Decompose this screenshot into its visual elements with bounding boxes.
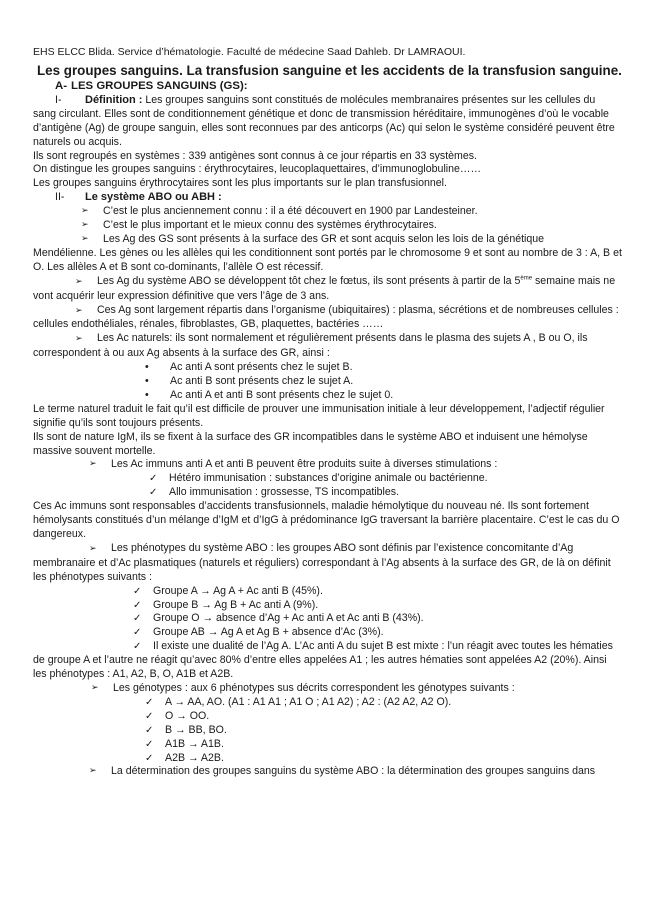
bullet-item bbox=[145, 361, 622, 375]
phenotypes-text: Les phénotypes du système ABO : les groupes ABO sont définis par l’existence concomitante d’Ag membranaire et d’Ac plasmatiques (naturels et réguliers) correspondant à l’Ag absents à la surface des GR, de là on définit les phénotypes suivants : bbox=[33, 541, 611, 583]
arrow-item-text: Les Ag des GS sont présents à la surface des GR et sont acquis selon les lois de la génétique bbox=[103, 232, 545, 245]
section-a-label: LES GROUPES SANGUINS (GS): bbox=[71, 79, 248, 92]
genotype-check-item bbox=[145, 724, 622, 738]
check-item bbox=[149, 472, 622, 486]
arrow-item-development bbox=[33, 275, 622, 304]
checkmark-icon: ✓ bbox=[133, 599, 142, 611]
arrow-item-text: C’est le plus important et le mieux connu des systèmes érythrocytaires. bbox=[103, 219, 437, 232]
arrow-item-history bbox=[81, 205, 622, 219]
check-text: Hétéro immunisation : substances d’origine animale ou bactérienne. bbox=[169, 472, 488, 485]
section-a-letter: A- bbox=[55, 79, 68, 92]
duality-text: Il existe une dualité de l’Ag A. L’Ac anti A du sujet B est mixte : l’un réagit avec toutes les hématies de groupe A et l’autre ne réagit qu’avec 80% d’entre elles appelées A1 ; les autres hématies sont appelées A2 (20%). Ainsi les phénotypes : A1, A2, B, O, A1B et A2B. bbox=[33, 640, 613, 681]
check-item bbox=[149, 486, 622, 500]
section-2-number: II- bbox=[55, 191, 65, 204]
arrow-bullet-icon: ➢ bbox=[81, 220, 89, 231]
document-header: EHS ELCC Blida. Service d’hématologie. Faculté de médecine Saad Dahleb. Dr LAMRAOUI. bbox=[33, 46, 466, 58]
importance-paragraph: Les groupes sanguins érythrocytaires sont les plus importants sur le plan transfusionnel. bbox=[33, 177, 447, 190]
development-text-start: Les Ag du système ABO se développent tôt chez le fœtus, ils sont présents à partir de la 5 bbox=[97, 274, 521, 287]
checkmark-icon: ✓ bbox=[133, 627, 142, 639]
arrow-bullet-icon: ➢ bbox=[81, 206, 89, 217]
arrow-item-text: Les Ac immuns anti A et anti B peuvent être produits suite à diverses stimulations : bbox=[111, 458, 498, 471]
distinction-paragraph: On distingue les groupes sanguins : érythrocytaires, leucoplaquettaires, d’immunoglobuline…… bbox=[33, 163, 482, 176]
systems-paragraph: Ils sont regroupés en systèmes : 339 antigènes sont connus à ce jour répartis en 33 systèmes. bbox=[33, 149, 478, 162]
bullet-dot-icon: • bbox=[145, 388, 149, 401]
checkmark-icon: ✓ bbox=[145, 752, 154, 764]
arrow-item-genetics bbox=[81, 233, 622, 247]
phenotype-text: Groupe A → Ag A + Ac anti B (45%). bbox=[153, 584, 323, 597]
igm-paragraph: Ils sont de nature IgM, ils se fixent à la surface des GR incompatibles dans le système ABO et induisent une hémolyse massive souvent mortelle. bbox=[33, 430, 588, 457]
genotype-check-item bbox=[145, 752, 622, 766]
phenotype-check-item bbox=[133, 612, 622, 626]
section-a-heading bbox=[55, 79, 622, 94]
bullet-item bbox=[145, 375, 622, 389]
arrow-bullet-icon: ➢ bbox=[81, 233, 89, 244]
genetics-continuation: Mendélienne. Les gènes ou les allèles qui les conditionnent sont portés par le chromosome 9 et sont au nombre de 3 : A, B et O. Les allèles A et B sont co-dominants, l’allèle O est récessif. bbox=[33, 246, 622, 273]
section-1-title: Définition : bbox=[85, 93, 143, 106]
section-1-first-line: Les groupes sanguins sont constitués de molécules membranaires présentes sur les cellules du bbox=[145, 93, 596, 106]
checkmark-icon: ✓ bbox=[133, 641, 142, 653]
genotype-text: A → AA, AO. (A1 : A1 A1 ; A1 O ; A1 A2) ; A2 : (A2 A2, A2 O). bbox=[165, 695, 452, 708]
bullet-dot-icon: • bbox=[145, 361, 149, 374]
section-1-number: I- bbox=[55, 93, 62, 106]
arrow-bullet-icon: ➢ bbox=[89, 766, 97, 777]
checkmark-icon: ✓ bbox=[145, 696, 154, 708]
arrow-item-text: La détermination des groupes sanguins du système ABO : la détermination des groupes sanguins dans bbox=[111, 765, 596, 778]
arrow-item-phenotypes bbox=[33, 542, 622, 585]
arrow-item-text: C’est le plus anciennement connu : il a été découvert en 1900 par Landesteiner. bbox=[103, 205, 478, 218]
section-2-title: Le système ABO ou ABH : bbox=[85, 191, 222, 204]
section-2-heading bbox=[55, 191, 622, 205]
development-superscript: ème bbox=[520, 275, 533, 282]
phenotype-check-item bbox=[133, 599, 622, 613]
natural-antibodies-text: Les Ac naturels: ils sont normalement et régulièrement présents dans le plasma des sujets A , B ou O, ils correspondent à ou aux Ag absents à la surface des GR, ainsi : bbox=[33, 332, 588, 360]
genotype-text: A1B → A1B. bbox=[165, 737, 224, 750]
checkmark-icon: ✓ bbox=[133, 613, 142, 625]
arrow-item-text: Les génotypes : aux 6 phénotypes sus décrits correspondent les génotypes suivants : bbox=[113, 681, 515, 694]
checkmark-icon: ✓ bbox=[149, 487, 158, 499]
natural-term-paragraph: Le terme naturel traduit le fait qu’il est difficile de prouver une immunisation initiale à leur développement, l’adjectif régulier signifie qu’ils sont toujours présents. bbox=[33, 402, 605, 429]
bullet-text: Ac anti A sont présents chez le sujet B. bbox=[170, 361, 353, 374]
genotype-text: A2B → A2B. bbox=[165, 751, 224, 764]
arrow-bullet-icon: ➢ bbox=[91, 682, 99, 693]
checkmark-icon: ✓ bbox=[145, 738, 154, 750]
phenotype-text: Groupe B → Ag B + Ac anti A (9%). bbox=[153, 598, 319, 611]
section-1-heading bbox=[55, 94, 622, 108]
phenotype-text: Groupe O → absence d’Ag + Ac anti A et Ac anti B (43%). bbox=[153, 612, 424, 625]
checkmark-icon: ✓ bbox=[145, 710, 154, 722]
arrow-item-importance bbox=[81, 219, 622, 233]
checkmark-icon: ✓ bbox=[149, 473, 158, 485]
arrow-bullet-icon: ➢ bbox=[89, 543, 97, 554]
bullet-dot-icon: • bbox=[145, 375, 149, 388]
genotype-check-item bbox=[145, 738, 622, 752]
genotype-text: B → BB, BO. bbox=[165, 723, 227, 736]
definition-paragraph: sang circulant. Elles sont de conditionnement génétique et donc de transmission héréditaire, immunogènes d’où le vocable d’antigène (Ag) de groupe sanguin, elles sont reconnues par des anticorps (Ac) qui selon le système considéré peuvent être naturels ou acquis. bbox=[33, 107, 615, 148]
immune-antibodies-paragraph: Ces Ac immuns sont responsables d’accidents transfusionnels, maladie hémolytique du nouveau né. Ils sont fortement hémolysants constitués d’un mélange d’IgM et d’IgG à prédominance IgG traversant la barrière placentaire. C’est le cas du O dangereux. bbox=[33, 500, 620, 540]
genotype-check-item bbox=[145, 710, 622, 724]
arrow-item-natural-antibodies bbox=[33, 332, 622, 361]
genotype-check-item bbox=[145, 696, 622, 710]
bullet-item bbox=[145, 389, 622, 403]
arrow-item-determination bbox=[89, 765, 622, 779]
genotype-text: O → OO. bbox=[165, 709, 210, 722]
arrow-bullet-icon: ➢ bbox=[89, 459, 97, 470]
bullet-text: Ac anti B sont présents chez le sujet A. bbox=[170, 375, 354, 388]
checkmark-icon: ✓ bbox=[133, 585, 142, 597]
development-text-end: semaine mais ne vont acquérir leur expression définitive que vers l’âge de 3 ans. bbox=[33, 274, 616, 302]
document-title: Les groupes sanguins. La transfusion sanguine et les accidents de la transfusion sanguine. bbox=[37, 62, 622, 78]
arrow-item-distribution bbox=[33, 304, 622, 333]
phenotype-text: Groupe AB → Ag A et Ag B + absence d’Ac (3%). bbox=[153, 626, 384, 639]
arrow-bullet-icon: ➢ bbox=[75, 276, 83, 287]
phenotype-check-item bbox=[133, 585, 622, 599]
check-text: Allo immunisation : grossesse, TS incompatibles. bbox=[169, 486, 400, 499]
arrow-bullet-icon: ➢ bbox=[75, 305, 83, 316]
arrow-item-genotypes bbox=[91, 682, 622, 696]
checkmark-icon: ✓ bbox=[145, 724, 154, 736]
bullet-text: Ac anti A et anti B sont présents chez le sujet 0. bbox=[170, 388, 394, 401]
phenotype-check-item bbox=[133, 626, 622, 640]
arrow-bullet-icon: ➢ bbox=[75, 334, 83, 345]
arrow-item-immune-antibodies bbox=[89, 458, 622, 472]
distribution-text: Ces Ag sont largement répartis dans l’organisme (ubiquitaires) : plasma, sécrétions et de nombreuses cellules : cellules endothéliales, rénales, fibroblastes, GB, plaquettes, bactéries …… bbox=[33, 303, 619, 331]
check-item-duality bbox=[33, 640, 622, 682]
